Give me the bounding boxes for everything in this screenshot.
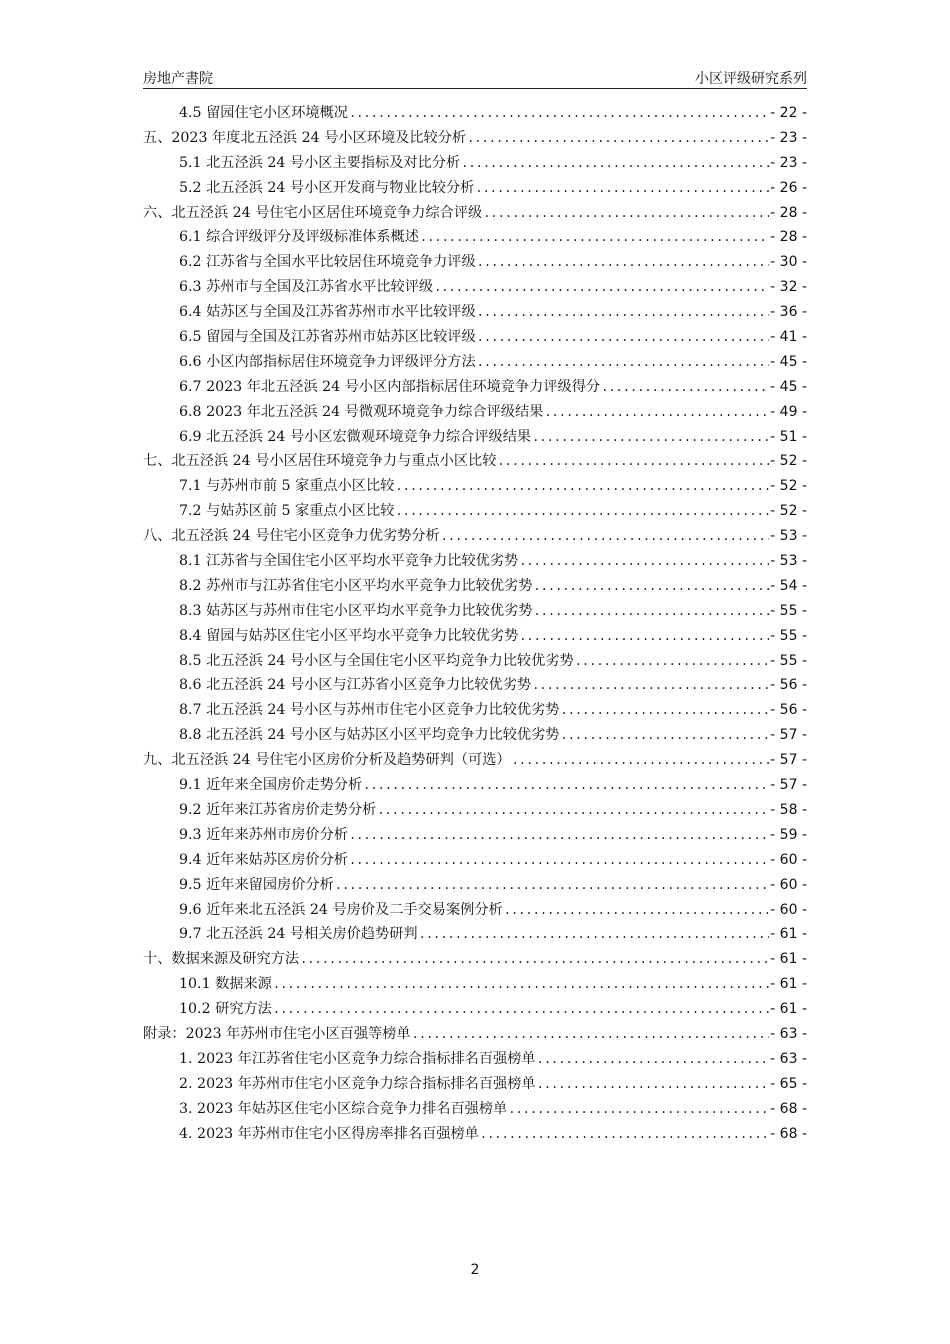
toc-entry-title: 附录：2023 年苏州市住宅小区百强等榜单	[143, 1025, 411, 1042]
toc-dot-leader	[349, 823, 769, 848]
toc-section-entry[interactable]	[143, 723, 807, 748]
page-header	[143, 64, 807, 89]
toc-entry-page: - 60 -	[770, 876, 807, 893]
toc-dot-leader	[537, 1047, 770, 1072]
toc-entry-title: 六、北五泾浜 24 号住宅小区居住环境竞争力综合评级	[143, 204, 483, 221]
toc-section-entry[interactable]	[143, 499, 807, 524]
toc-entry-title: 6.3 苏州市与全国及江苏省水平比较评级	[179, 279, 434, 296]
toc-entry-page: - 57 -	[770, 727, 807, 744]
toc-entry-page: - 61 -	[770, 1001, 807, 1018]
toc-entry-title: 5.2 北五泾浜 24 号小区开发商与物业比较分析	[179, 179, 475, 196]
toc-dot-leader	[575, 649, 770, 674]
toc-section-entry[interactable]	[143, 400, 807, 425]
toc-entry-title: 4.5 留园住宅小区环境概况	[179, 105, 348, 121]
toc-dot-leader	[519, 549, 769, 574]
toc-entry-page: - 60 -	[770, 901, 807, 918]
toc-entry-page: - 68 -	[770, 1100, 807, 1117]
toc-entry-title: 6.9 北五泾浜 24 号小区宏微观环境竞争力综合评级结果	[179, 428, 532, 445]
toc-dot-leader	[480, 1122, 769, 1147]
toc-dot-leader	[533, 599, 769, 624]
toc-entry-page: - 53 -	[770, 528, 807, 545]
toc-dot-leader	[477, 325, 770, 350]
toc-entry-page: - 52 -	[770, 453, 807, 470]
toc-entry-title: 10.1 数据来源	[179, 976, 272, 993]
toc-entry-title: 八、北五泾浜 24 号住宅小区竞争力优劣势分析	[143, 528, 440, 545]
toc-dot-leader	[477, 350, 770, 375]
toc-entry-title: 6.6 小区内部指标居住环境竞争力评级评分方法	[179, 353, 476, 370]
toc-dot-leader	[519, 624, 769, 649]
toc-section-entry[interactable]	[143, 698, 807, 723]
toc-entry-page: - 58 -	[770, 801, 807, 818]
toc-entry-title: 2. 2023 年苏州市住宅小区竞争力综合指标排名百强榜单	[179, 1075, 536, 1092]
toc-entry-page: - 49 -	[770, 403, 807, 420]
toc-entry-page: - 23 -	[770, 129, 807, 146]
header-publisher: 房地产書院	[143, 71, 213, 87]
toc-entry-page: - 68 -	[770, 1125, 807, 1142]
toc-entry-page: - 51 -	[770, 428, 807, 445]
page-number: 2	[470, 1262, 480, 1278]
toc-entry-title: 九、北五泾浜 24 号住宅小区房价分析及趋势研判（可选）	[143, 752, 511, 769]
toc-section-entry[interactable]	[143, 375, 807, 400]
toc-entry-page: - 45 -	[770, 353, 807, 370]
toc-entry-page: - 52 -	[770, 478, 807, 495]
toc-entry-page: - 26 -	[770, 179, 807, 196]
toc-section-entry[interactable]	[143, 474, 807, 499]
toc-entry-page: - 55 -	[770, 627, 807, 644]
toc-section-entry[interactable]	[143, 848, 807, 873]
toc-dot-leader	[434, 275, 769, 300]
toc-section-entry[interactable]	[143, 997, 807, 1022]
toc-entry-title: 6.2 江苏省与全国水平比较居住环境竞争力评级	[179, 254, 476, 271]
toc-entry-page: - 61 -	[770, 926, 807, 943]
toc-entry-title: 9.2 近年来江苏省房价走势分析	[179, 801, 377, 818]
toc-entry-page: - 63 -	[770, 1025, 807, 1042]
toc-dot-leader	[273, 972, 769, 997]
toc-section-entry[interactable]	[143, 649, 807, 674]
toc-section-entry[interactable]	[143, 873, 807, 898]
toc-entry-title: 9.5 近年来留园房价分析	[179, 876, 334, 893]
toc-entry-page: - 41 -	[770, 329, 807, 346]
toc-entry-page: - 57 -	[770, 752, 807, 769]
toc-entry-title: 10.2 研究方法	[179, 1001, 272, 1018]
toc-entry-page: - 23 -	[770, 154, 807, 171]
toc-entry-page: - 61 -	[770, 951, 807, 968]
toc-entry-title: 七、北五泾浜 24 号小区居住环境竞争力与重点小区比较	[143, 453, 497, 470]
toc-entry-title: 9.4 近年来姑苏区房价分析	[179, 851, 348, 868]
toc-entry-page: - 30 -	[770, 254, 807, 271]
toc-entry-page: - 59 -	[770, 826, 807, 843]
toc-chapter-entry[interactable]	[143, 947, 807, 972]
toc-section-entry[interactable]	[143, 624, 807, 649]
toc-entry-title: 8.5 北五泾浜 24 号小区与全国住宅小区平均竞争力比较优劣势	[179, 652, 574, 669]
toc-entry-title: 6.5 留园与全国及江苏省苏州市姑苏区比较评级	[179, 329, 476, 346]
toc-entry-page: - 56 -	[770, 702, 807, 719]
header-series-title: 小区评级研究系列	[695, 71, 807, 87]
toc-dot-leader	[512, 748, 770, 773]
toc-entry-title: 6.7 2023 年北五泾浜 24 号小区内部指标居住环境竞争力评级得分	[179, 378, 601, 395]
table-of-contents	[143, 101, 807, 1146]
toc-section-entry[interactable]	[143, 250, 807, 275]
toc-dot-leader	[483, 201, 769, 226]
toc-section-entry[interactable]	[143, 972, 807, 997]
toc-dot-leader	[477, 300, 770, 325]
toc-entry-page: - 36 -	[770, 304, 807, 321]
toc-entry-page: - 54 -	[770, 577, 807, 594]
toc-dot-leader	[532, 673, 769, 698]
toc-entry-page: - 32 -	[770, 279, 807, 296]
toc-section-entry[interactable]	[143, 1047, 807, 1072]
toc-entry-page: - 53 -	[770, 553, 807, 570]
toc-entry-page: - 65 -	[770, 1075, 807, 1092]
toc-section-entry[interactable]	[143, 898, 807, 923]
toc-dot-leader	[441, 524, 770, 549]
toc-dot-leader	[601, 375, 769, 400]
toc-dot-leader	[273, 997, 769, 1022]
toc-dot-leader	[508, 1097, 769, 1122]
toc-section-entry[interactable]	[143, 798, 807, 823]
toc-entry-title: 8.2 苏州市与江苏省住宅小区平均水平竞争力比较优劣势	[179, 577, 533, 594]
toc-entry-page: - 60 -	[770, 851, 807, 868]
toc-entry-title: 8.8 北五泾浜 24 号小区与姑苏区小区平均竞争力比较优劣势	[179, 727, 560, 744]
toc-entry-title: 1. 2023 年江苏省住宅小区竞争力综合指标排名百强榜单	[179, 1050, 536, 1067]
toc-entry-title: 9.3 近年来苏州市房价分析	[179, 826, 348, 843]
toc-dot-leader	[475, 176, 769, 201]
toc-section-entry[interactable]	[143, 325, 807, 350]
toc-entry-title: 9.6 近年来北五泾浜 24 号房价及二手交易案例分析	[179, 901, 503, 918]
toc-dot-leader	[461, 151, 769, 176]
toc-entry-title: 5.1 北五泾浜 24 号小区主要指标及对比分析	[179, 154, 461, 171]
toc-chapter-entry[interactable]	[143, 1022, 807, 1047]
toc-entry-title: 7.1 与苏州市前 5 家重点小区比较	[179, 478, 395, 495]
toc-dot-leader	[419, 922, 770, 947]
toc-section-entry[interactable]	[143, 823, 807, 848]
toc-dot-leader	[395, 499, 769, 524]
toc-chapter-entry[interactable]	[143, 449, 807, 474]
toc-entry-title: 9.1 近年来全国房价走势分析	[179, 777, 363, 794]
toc-dot-leader	[477, 250, 770, 275]
toc-entry-title: 8.6 北五泾浜 24 号小区与江苏省小区竞争力比较优劣势	[179, 677, 532, 694]
toc-entry-page: - 61 -	[770, 976, 807, 993]
toc-entry-title: 6.4 姑苏区与全国及江苏省苏州市水平比较评级	[179, 304, 476, 321]
toc-section-entry[interactable]	[143, 151, 807, 176]
toc-section-entry[interactable]	[143, 1072, 807, 1097]
toc-section-entry[interactable]	[143, 225, 807, 250]
toc-chapter-entry[interactable]	[143, 748, 807, 773]
toc-entry-page: - 63 -	[770, 1050, 807, 1067]
toc-section-entry[interactable]	[143, 673, 807, 698]
toc-entry-page: - 56 -	[770, 677, 807, 694]
toc-entry-title: 8.3 姑苏区与苏州市住宅小区平均水平竞争力比较优劣势	[179, 602, 533, 619]
toc-entry-page: - 57 -	[770, 777, 807, 794]
toc-entry-page: - 22 -	[770, 105, 807, 121]
toc-entry-title: 6.8 2023 年北五泾浜 24 号微观环境竞争力综合评级结果	[179, 403, 544, 420]
toc-section-entry[interactable]	[143, 101, 807, 126]
toc-dot-leader	[349, 848, 769, 873]
toc-entry-page: - 28 -	[770, 204, 807, 221]
toc-entry-title: 8.7 北五泾浜 24 号小区与苏州市住宅小区竞争力比较优劣势	[179, 702, 560, 719]
toc-dot-leader	[363, 773, 769, 798]
toc-dot-leader	[377, 798, 769, 823]
toc-entry-page: - 52 -	[770, 503, 807, 520]
toc-section-entry[interactable]	[143, 300, 807, 325]
toc-section-entry[interactable]	[143, 176, 807, 201]
toc-entry-title: 8.4 留园与姑苏区住宅小区平均水平竞争力比较优劣势	[179, 627, 519, 644]
toc-entry-title: 9.7 北五泾浜 24 号相关房价趋势研判	[179, 926, 418, 943]
toc-chapter-entry[interactable]	[143, 201, 807, 226]
toc-section-entry[interactable]	[143, 275, 807, 300]
toc-section-entry[interactable]	[143, 1097, 807, 1122]
toc-entry-title: 4. 2023 年苏州市住宅小区得房率排名百强榜单	[179, 1125, 479, 1142]
toc-section-entry[interactable]	[143, 773, 807, 798]
toc-dot-leader	[395, 474, 769, 499]
toc-section-entry[interactable]	[143, 922, 807, 947]
toc-dot-leader	[533, 574, 769, 599]
toc-section-entry[interactable]	[143, 350, 807, 375]
toc-section-entry[interactable]	[143, 574, 807, 599]
toc-dot-leader	[467, 126, 769, 151]
toc-entry-page: - 45 -	[770, 378, 807, 395]
toc-dot-leader	[300, 947, 769, 972]
toc-entry-title: 五、2023 年度北五泾浜 24 号小区环境及比较分析	[143, 129, 467, 146]
toc-dot-leader	[544, 400, 769, 425]
toc-chapter-entry[interactable]	[143, 126, 807, 151]
toc-entry-page: - 28 -	[770, 229, 807, 246]
toc-dot-leader	[335, 873, 769, 898]
toc-dot-leader	[560, 698, 769, 723]
toc-dot-leader	[497, 449, 769, 474]
toc-dot-leader	[420, 225, 769, 250]
toc-entry-title: 8.1 江苏省与全国住宅小区平均水平竞争力比较优劣势	[179, 553, 519, 570]
toc-dot-leader	[349, 101, 769, 126]
toc-entry-title: 6.1 综合评级评分及评级标准体系概述	[179, 229, 419, 246]
toc-dot-leader	[537, 1072, 770, 1097]
toc-entry-title: 3. 2023 年姑苏区住宅小区综合竞争力排名百强榜单	[179, 1100, 508, 1117]
toc-dot-leader	[532, 425, 769, 450]
toc-section-entry[interactable]	[143, 425, 807, 450]
toc-chapter-entry[interactable]	[143, 524, 807, 549]
toc-section-entry[interactable]	[143, 1122, 807, 1147]
toc-section-entry[interactable]	[143, 549, 807, 574]
toc-dot-leader	[560, 723, 769, 748]
toc-entry-title: 十、数据来源及研究方法	[143, 951, 300, 968]
toc-entry-page: - 55 -	[770, 652, 807, 669]
toc-entry-title: 7.2 与姑苏区前 5 家重点小区比较	[179, 503, 395, 520]
toc-dot-leader	[412, 1022, 770, 1047]
toc-dot-leader	[504, 898, 769, 923]
toc-entry-page: - 55 -	[770, 602, 807, 619]
toc-section-entry[interactable]	[143, 599, 807, 624]
